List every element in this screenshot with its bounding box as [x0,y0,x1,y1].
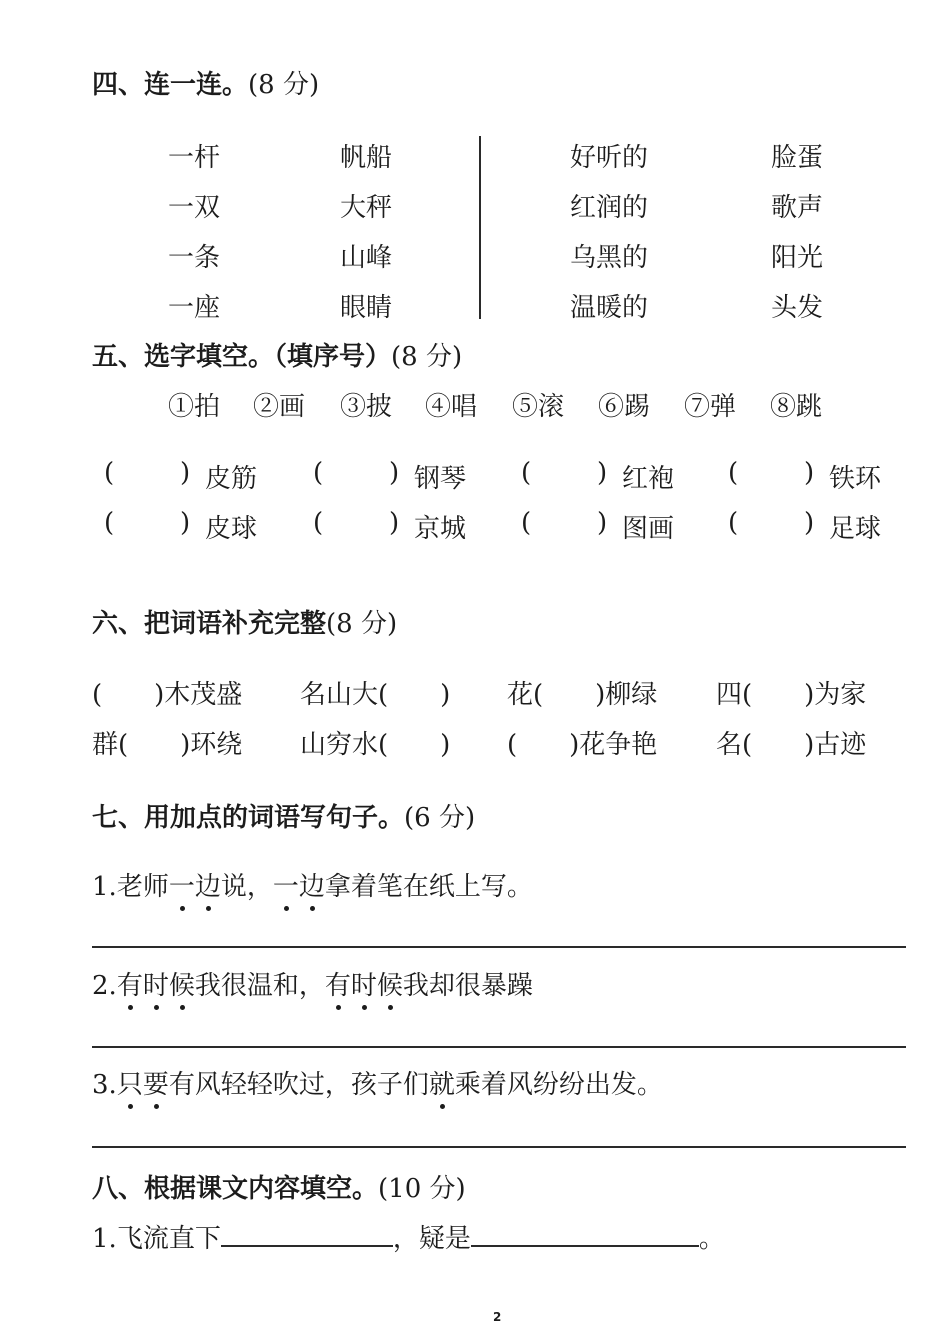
s5-r1-close-4: ) [804,458,815,488]
emphasis-dot-char: 时 [143,965,169,1002]
s7-q3-c [429,1070,455,1100]
section-8-points: (10 分) [378,1174,466,1204]
s8-q1-a: 飞流直下 [116,1224,221,1254]
s5-r2-open-1: ( [104,508,115,538]
emphasis-dot-char: 时 [351,965,377,1002]
s5-r1-close-1: ) [180,458,191,488]
s6-r1-item-3: 花( )柳绿 [507,680,658,710]
s7-q3-a [117,1070,169,1100]
s5-option-4: ④唱 [425,392,478,422]
emphasis-dot-char: 有 [325,965,351,1002]
s7-q1-answer-line[interactable] [92,946,906,948]
s5-r2-word-1: 皮球 [205,514,258,544]
s5-r1-close-3: ) [597,458,608,488]
section-4-heading: 四、连一连。 [92,70,249,100]
s5-option-5: ⑤滚 [512,392,565,422]
section-5-points: (8 分) [391,342,463,372]
section-5-title [92,336,462,373]
s7-q2-answer-line[interactable] [92,1046,906,1048]
emphasis-dot-char: 要 [143,1064,169,1101]
s7-q3-b: 有风轻轻吹过，孩子们 [168,1070,429,1100]
s6-r2-item-2: 山穷水( ) [300,730,451,760]
emphasis-dot-char: 边 [299,866,325,903]
s6-r1-item-4: 四( )为家 [716,680,867,710]
s5-r2-open-3: ( [521,508,532,538]
s7-q2-a [117,971,195,1001]
s8-q1-c: 。 [698,1224,725,1254]
section-4-title [92,64,319,101]
s4-right-match-2[interactable]: 歌声 [771,193,824,223]
s5-option-1: ①拍 [168,392,221,422]
section-5-heading: 五、选字填空。（填序号） [92,342,392,372]
s6-r1-item-1: ( )木茂盛 [92,680,243,710]
section-6-heading: 六、把词语补充完整 [92,609,327,639]
s7-q1-line [92,866,533,903]
section-8-heading: 八、根据课文内容填空。 [92,1174,379,1204]
s8-q1-b: ，疑是 [392,1224,471,1254]
section-6-points: (8 分) [326,609,398,639]
s7-q2-c [325,971,403,1001]
emphasis-dot-char: 候 [377,965,403,1002]
s8-q1-line [92,1218,725,1255]
emphasis-dot-char: 一 [273,866,299,903]
s4-left-word-4: 一座 [168,293,221,323]
s4-right-match-3[interactable]: 阳光 [771,243,824,273]
s8-q1-blank-1[interactable] [221,1223,393,1247]
emphasis-dot-char: 候 [169,965,195,1002]
emphasis-dot-char: 有 [117,965,143,1002]
s5-r2-open-4: ( [728,508,739,538]
s5-r1-word-2: 钢琴 [414,464,467,494]
s6-r2-item-3: ( )花争艳 [507,730,658,760]
s7-q1-d [273,872,325,902]
s6-r2-item-1: 群( )环绕 [92,730,243,760]
s4-right-match-4[interactable]: 头发 [771,293,824,323]
s5-r2-word-2: 京城 [414,514,467,544]
s5-r2-close-2: ) [389,508,400,538]
s5-r1-word-1: 皮筋 [205,464,258,494]
s4-left-match-4[interactable]: 眼睛 [340,293,393,323]
s5-r2-close-4: ) [804,508,815,538]
s5-option-3: ③披 [340,392,393,422]
s5-r2-close-3: ) [597,508,608,538]
section-4-points: (8 分) [248,70,320,100]
s7-q3-answer-line[interactable] [92,1146,906,1148]
s6-r2-item-4: 名( )古迹 [716,730,867,760]
section-7-heading: 七、用加点的词语写句子。 [92,803,405,833]
s6-r1-item-2: 名山大( ) [300,680,451,710]
s7-q1-c: 说， [220,872,273,902]
s5-option-7: ⑦弹 [684,392,737,422]
s7-q2-num: 2. [92,971,117,1001]
section-7-title [92,797,475,834]
section-7-points: (6 分) [404,803,476,833]
emphasis-dot-char: 只 [117,1064,143,1101]
s4-right-word-3: 乌黑的 [570,243,649,273]
s7-q1-e: 拿着笔在纸上写。 [324,872,533,902]
s5-r1-open-1: ( [104,458,115,488]
s5-r1-close-2: ) [389,458,400,488]
s5-r2-close-1: ) [180,508,191,538]
section-8-title [92,1168,466,1205]
emphasis-dot-char: 一 [169,866,195,903]
s5-r1-word-3: 红袍 [622,464,675,494]
s7-q1-num: 1. [92,872,117,902]
page-number: 2 [493,1310,502,1324]
s8-q1-blank-2[interactable] [471,1223,699,1247]
s5-option-6: ⑥踢 [598,392,651,422]
s5-r2-word-4: 足球 [829,514,882,544]
s7-q2-b: 我很温和， [194,971,325,1001]
s5-option-2: ②画 [253,392,306,422]
s4-left-word-2: 一双 [168,193,221,223]
s7-q2-d: 我却很暴躁 [402,971,533,1001]
s4-right-word-2: 红润的 [570,193,649,223]
s5-r1-word-4: 铁环 [829,464,882,494]
s7-q3-line [92,1064,663,1101]
s5-r2-word-3: 图画 [622,514,675,544]
s4-divider [479,136,481,319]
s4-left-match-2[interactable]: 大秤 [340,193,393,223]
emphasis-dot-char: 就 [429,1064,455,1101]
section-6-title [92,603,397,640]
s7-q2-line [92,965,533,1002]
s7-q1-b [169,872,221,902]
emphasis-dot-char: 边 [195,866,221,903]
s8-q1-num: 1. [92,1224,117,1254]
s7-q3-num: 3. [92,1070,117,1100]
s4-left-match-1[interactable]: 帆船 [340,143,393,173]
s5-r1-open-3: ( [521,458,532,488]
s4-right-word-1: 好听的 [570,143,649,173]
s4-left-match-3[interactable]: 山峰 [340,243,393,273]
s7-q1-a: 老师 [116,872,169,902]
s7-q3-d: 乘着风纷纷出发。 [454,1070,663,1100]
s4-left-word-3: 一条 [168,243,221,273]
s4-right-match-1[interactable]: 脸蛋 [771,143,824,173]
s4-right-word-4: 温暖的 [570,293,649,323]
s5-r1-open-4: ( [728,458,739,488]
s5-option-8: ⑧跳 [770,392,823,422]
s5-r1-open-2: ( [313,458,324,488]
s5-r2-open-2: ( [313,508,324,538]
s4-left-word-1: 一杆 [168,143,221,173]
